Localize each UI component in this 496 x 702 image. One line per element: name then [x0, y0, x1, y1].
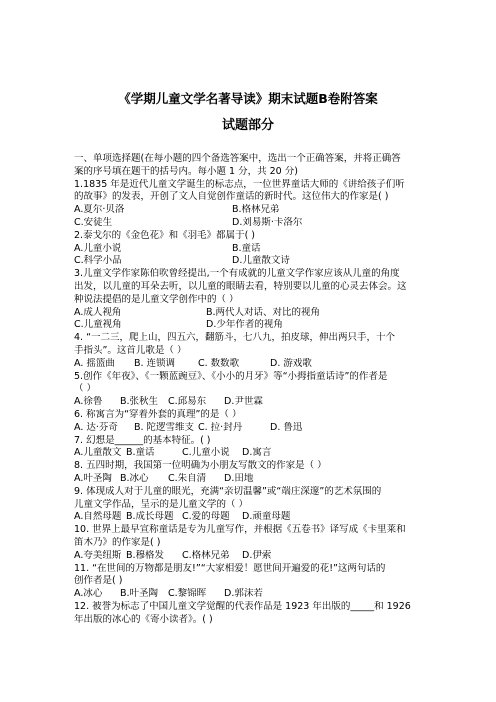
option-c: C. 数数歌	[198, 357, 240, 369]
question-stem: 出发，以儿童的耳朵去听，以儿童的眼睛去看，特别要以儿童的心灵去体会。这	[74, 280, 407, 292]
question-stem: 12. 被誉为标志了中国儿童文学觉醒的代表作品是 1923 年出版的_____和 1926	[74, 600, 411, 612]
option-c: C.儿童小说	[182, 447, 230, 459]
option-row	[74, 473, 432, 486]
question-stem: 5.创作《年夜》、《一颗蓝豌豆》、《小小的月牙》等“小拇指童话诗”的作者是	[74, 370, 388, 382]
option-a: A.成人视角	[74, 306, 122, 318]
question-stem: 9. 体现成人对于儿童的眼光，充满“亲切温馨”或“端庄深邃”的艺术氛围的	[74, 485, 382, 497]
question-stem: 2.泰戈尔的《金色花》和《羽毛》都属于( )	[74, 229, 255, 241]
option-b: B.叶圣陶	[120, 588, 159, 600]
question-stem: （ ）	[74, 383, 97, 395]
question-1	[74, 179, 432, 230]
question-stem: 7. 幻想是______的基本特征。( )	[74, 434, 211, 446]
option-c: C.科学小品	[74, 255, 122, 267]
option-row	[74, 243, 432, 256]
question-11	[74, 563, 432, 601]
option-b: B.童话	[232, 242, 261, 254]
question-12	[74, 601, 432, 627]
option-row	[74, 422, 432, 435]
question-stem: 6. 称寓言为“穿着外套的真理”的是（ ）	[74, 408, 242, 420]
option-d: D. 游戏歌	[270, 357, 312, 369]
option-c: C.格林兄弟	[182, 549, 230, 561]
question-stem: 笛木乃》的作家是( )	[74, 536, 161, 548]
option-a: A. 摇篮曲	[74, 357, 115, 369]
question-5	[74, 371, 432, 409]
option-a: A.徐鲁	[74, 396, 103, 408]
question-10	[74, 524, 432, 562]
option-d: D.尹世霖	[224, 396, 263, 408]
option-row	[74, 217, 432, 230]
question-7	[74, 435, 432, 461]
option-d: D.寓言	[242, 447, 272, 459]
question-stem: 11. “在世间的万物都是朋友!”“大家相爱！愿世间开遍爱的花!”这两句话的	[74, 562, 386, 574]
question-stem: 种说法提倡的是儿童文学创作中的（ ）	[74, 293, 239, 305]
option-a: A.叶圣陶	[74, 472, 112, 484]
option-a: A.自然母题	[74, 511, 122, 523]
option-b: B.两代人对话、对比的视角	[206, 306, 321, 318]
option-d: D.刘易斯·卡洛尔	[232, 216, 303, 228]
option-b: B.格林兄弟	[232, 204, 280, 216]
option-c: C. 拉·封丹	[198, 421, 243, 433]
option-row	[74, 204, 432, 217]
question-stem: 1.1835 年是近代儿童文学诞生的标志点，一位世界童话大师的《讲给孩子们听	[74, 178, 405, 190]
option-a: A.儿童散文	[74, 447, 122, 459]
option-row	[74, 358, 432, 371]
option-b: B. 陀逻雪维支	[134, 421, 195, 433]
exam-body	[74, 153, 432, 626]
option-row	[74, 511, 432, 524]
option-row	[74, 307, 432, 320]
question-2	[74, 230, 432, 268]
option-a: A.夏尔·贝洛	[74, 204, 125, 216]
instructions-line: 案的序号填在题干的括号内。每小题 1 分，共 20 分)	[74, 165, 298, 177]
option-row	[74, 447, 432, 460]
option-b: B.冰心	[120, 472, 149, 484]
option-d: D.田地	[224, 472, 254, 484]
question-8	[74, 460, 432, 486]
option-row	[74, 255, 432, 268]
instructions-line: 一、单项选择题(在每小题的四个备选答案中，选出一个正确答案，并将正确答	[74, 153, 401, 164]
question-stem: 儿童文学作品，呈示的是儿童文学的（ ）	[74, 498, 249, 510]
question-stem: 创作者是( )	[74, 575, 123, 587]
option-row	[74, 396, 432, 409]
option-c: C.儿童视角	[74, 319, 122, 331]
option-a: A.儿童小说	[74, 242, 122, 254]
option-d: D.伊索	[242, 549, 272, 561]
option-a: A. 达·芬奇	[74, 421, 118, 433]
question-stem: 3.儿童文学作家陈伯吹曾经提出,一个有成就的儿童文学作家应该从儿童的角度	[74, 268, 400, 280]
question-stem: 的故事》的发表，开创了文人自觉创作童话的新时代。这位伟大的作家是( )	[74, 191, 389, 203]
option-c: C.邱易东	[168, 396, 207, 408]
option-c: C.安徒生	[74, 216, 113, 228]
document-title: 《学期儿童文学名著导读》期末试题B卷附答案	[118, 91, 378, 106]
option-b: B. 连锁调	[134, 357, 176, 369]
question-stem: 年出版的冰心的《寄小读者》。( )	[74, 613, 213, 625]
option-b: B.穆格发	[126, 549, 165, 561]
option-row	[74, 588, 432, 601]
option-row	[74, 319, 432, 332]
option-d: D.儿童散文诗	[232, 255, 290, 267]
option-d: D.顽童母题	[242, 511, 291, 523]
option-row	[74, 550, 432, 563]
question-stem: 4. “一二三，爬上山，四五六，翻筋斗，七八九，拍皮球，伸出两只手，十个	[74, 332, 396, 344]
option-b: B.童话	[126, 447, 155, 459]
option-a: A.夸美纽斯	[74, 549, 122, 561]
option-d: D. 鲁迅	[270, 421, 303, 433]
question-6	[74, 409, 432, 435]
option-c: C.黎锦晖	[168, 588, 207, 600]
question-4	[74, 332, 432, 370]
option-a: A.冰心	[74, 588, 103, 600]
option-b: B.成长母题	[126, 511, 174, 523]
question-stem: 10. 世界上最早宣称童话是专为儿童写作，并根据《五卷书》译写成《卡里莱和	[74, 524, 406, 536]
question-9	[74, 486, 432, 524]
option-d: D.少年作者的视角	[206, 319, 283, 331]
question-stem: 手指头”。这首儿歌是（ ）	[74, 344, 187, 356]
option-b: B.张秋生	[120, 396, 159, 408]
option-d: D.郭沫若	[224, 588, 263, 600]
question-stem: 8. 五四时期，我国第一位明确为小朋友写散文的作家是（ ）	[74, 460, 327, 472]
option-c: C.爱的母题	[182, 511, 230, 523]
question-3	[74, 268, 432, 332]
option-c: C.朱自清	[168, 472, 207, 484]
section-heading: 试题部分	[221, 118, 274, 133]
